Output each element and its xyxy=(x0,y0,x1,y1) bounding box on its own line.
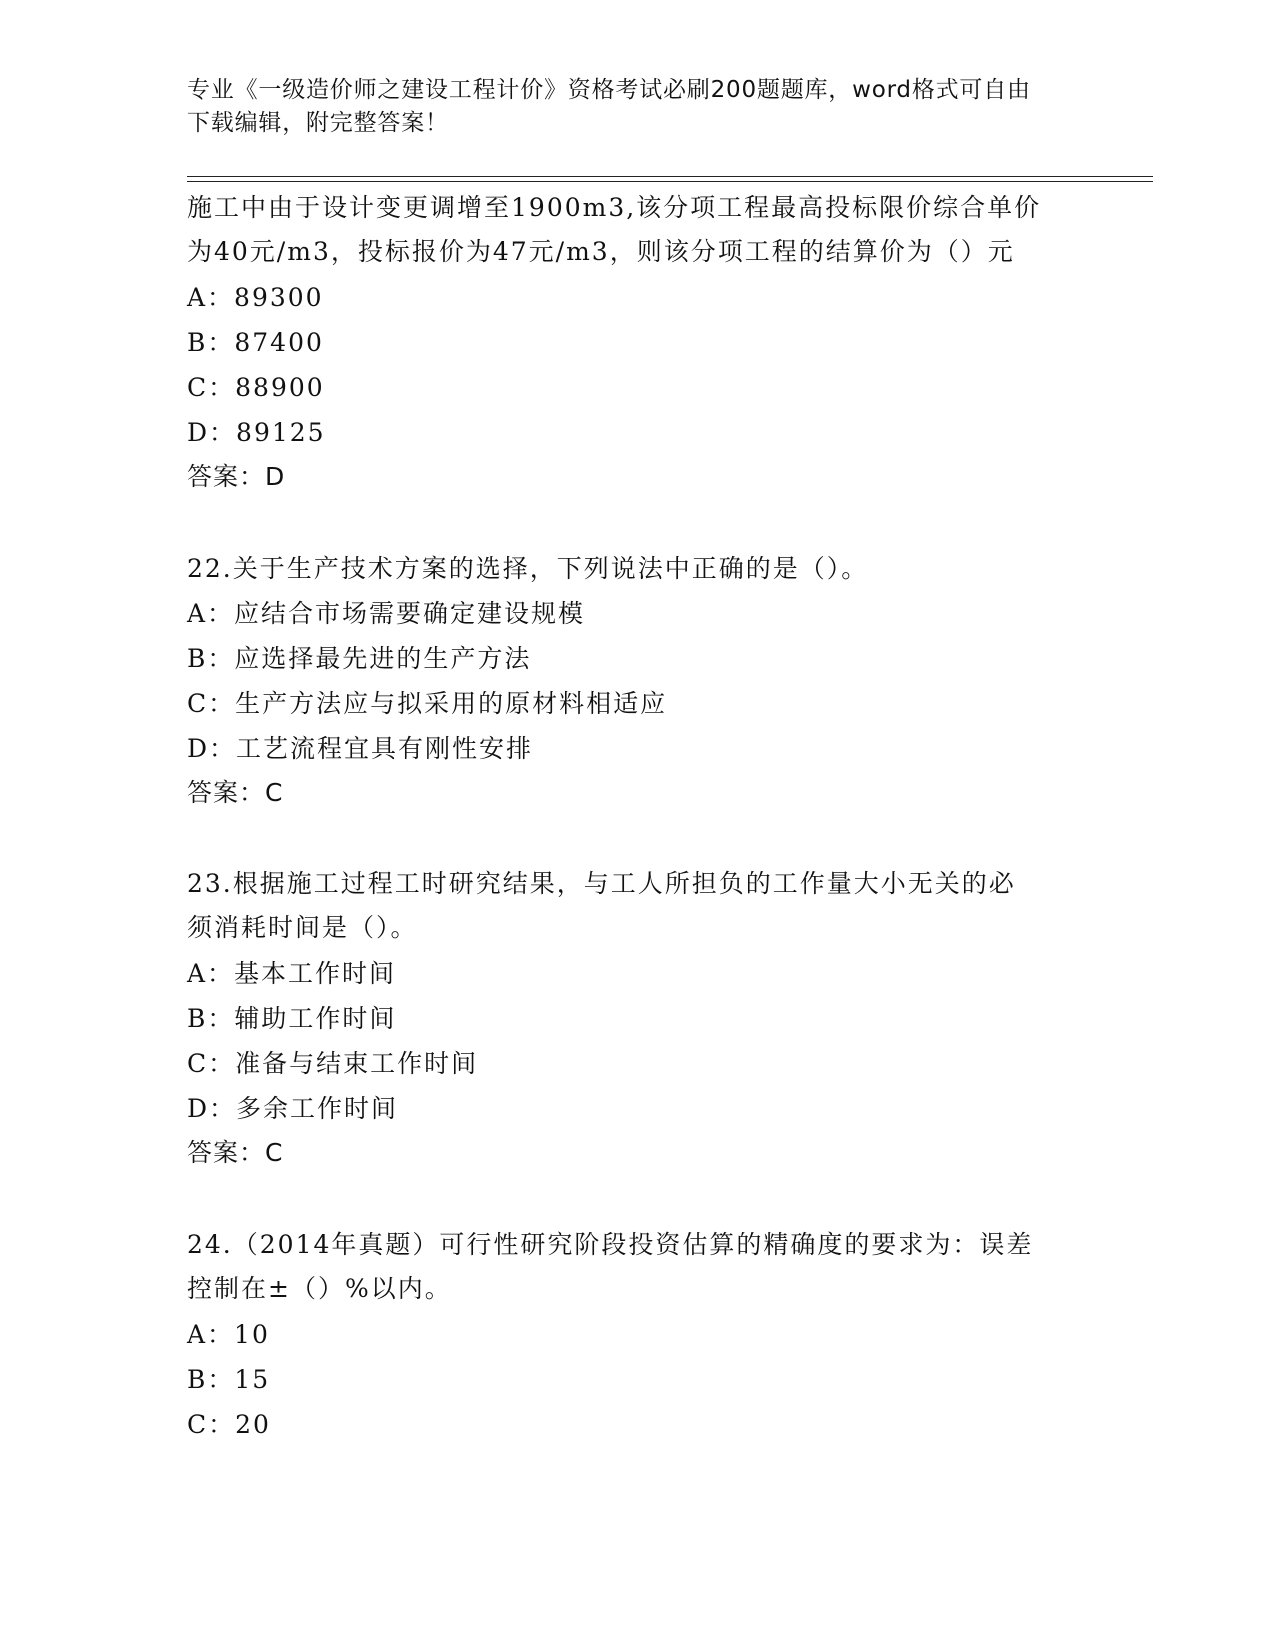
q23-option-d: D：多余工作时间 xyxy=(187,1094,399,1123)
q23-stem-line-2: 须消耗时间是（）。 xyxy=(187,913,418,942)
q23-option-b: B：辅助工作时间 xyxy=(187,1004,397,1033)
q21-option-c: C：88900 xyxy=(187,373,325,402)
q23-option-c: C：准备与结束工作时间 xyxy=(187,1049,479,1078)
q21-answer: 答案：D xyxy=(187,462,286,491)
q21-option-b: B：87400 xyxy=(187,328,324,357)
q22-option-d: D：工艺流程宜具有刚性安排 xyxy=(187,734,534,763)
q24-stem-line-2: 控制在±（）%以内。 xyxy=(187,1274,452,1303)
q23-option-a: A：基本工作时间 xyxy=(187,959,397,988)
header-divider-bottom xyxy=(187,181,1153,182)
q24-option-b: B：15 xyxy=(187,1365,271,1394)
header-line-1: 专业《一级造价师之建设工程计价》资格考试必刷200题题库，word格式可自由 xyxy=(187,77,1031,103)
q22-option-b: B：应选择最先进的生产方法 xyxy=(187,644,532,673)
q24-option-a: A：10 xyxy=(187,1320,270,1349)
q21-stem-line-1: 施工中由于设计变更调增至1900m3,该分项工程最高投标限价综合单价 xyxy=(187,193,1042,222)
q21-stem-line-2: 为40元/m3，投标报价为47元/m3，则该分项工程的结算价为（）元 xyxy=(187,237,1015,266)
document-header xyxy=(187,74,1087,140)
q22-answer: 答案：C xyxy=(187,778,284,807)
q23-answer: 答案：C xyxy=(187,1138,284,1167)
q22-option-a: A：应结合市场需要确定建设规模 xyxy=(187,599,586,628)
q24-stem-line-1: 24.（2014年真题）可行性研究阶段投资估算的精确度的要求为：误差 xyxy=(187,1230,1034,1259)
header-divider-top xyxy=(187,176,1153,177)
q21-option-a: A：89300 xyxy=(187,283,324,312)
header-line-2: 下载编辑，附完整答案！ xyxy=(187,110,449,136)
q22-option-c: C：生产方法应与拟采用的原材料相适应 xyxy=(187,689,668,718)
q23-stem-line-1: 23.根据施工过程工时研究结果，与工人所担负的工作量大小无关的必 xyxy=(187,869,1016,898)
q21-option-d: D：89125 xyxy=(187,418,326,447)
q22-stem-line-1: 22.关于生产技术方案的选择，下列说法中正确的是（）。 xyxy=(187,554,869,583)
q24-option-c: C：20 xyxy=(187,1410,271,1439)
